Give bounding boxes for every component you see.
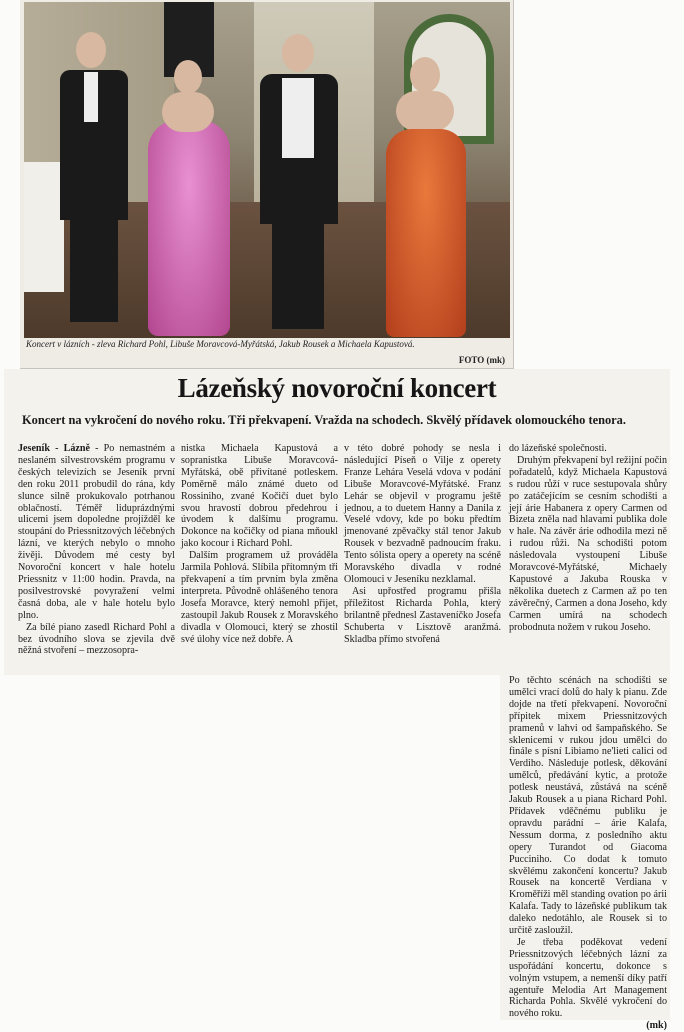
article — [4, 369, 670, 675]
performer-richard-pohl — [54, 32, 134, 322]
article-headline: Lázeňský novoroční koncert — [177, 373, 497, 403]
photo-credit: FOTO (mk) — [458, 355, 505, 365]
article-paragraph: v této dobré pohody se nesla i následující Píseň o Vilje z operety Franze Lehára Veselá vdova v podání Libuše Moravcové-Myřátské. Franz Lehár se objevil v programu ještě jednou, a to duetem Hanny a Danila z Veselé vdovy, kde po boku předtím jmenované zpěvačky stál tenor Jakub Rousek v bezvadně padnoucím fraku. Tento sólista opery a operety na scéně Moravského divadla v rodné Olomouci v Jeseníku nezklamal. — [344, 443, 501, 585]
photo-clipping — [20, 0, 514, 369]
article-column-2 — [181, 443, 338, 645]
performer-jakub-rousek — [256, 34, 342, 329]
article-column-1 — [18, 443, 175, 657]
performer-libuse-moravcova — [134, 60, 244, 336]
article-lead: Koncert na vykročení do nového roku. Tři překvapení. Vražda na schodech. Skvělý přídavek olomouckého tenora. — [22, 413, 626, 427]
article-paragraph: do lázeňské společnosti. — [509, 443, 607, 454]
article-paragraph: Za bílé piano zasedl Richard Pohl a bez úvodního slova se zjevila dvě něžná stvoření – mezzosopra- — [18, 621, 175, 657]
article-paragraph: Asi upřostřed programu přišla příležitost Richarda Pohla, který brilantně přednesl Zastaveníčko Josefa Schuberta v Lisztově aranžmá. Skladba přímo stvořená — [344, 585, 501, 645]
article-paragraph: Je třeba poděkovat vedení Priessnitzových léčebných lázní za uspořádání koncertu, dokonce s volným vstupem, a nemenší díky patří agentuře Melodia Art Management Richarda Pohla. Skvělé vykročení do nového roku. — [509, 936, 667, 1020]
article-tail-strip — [500, 675, 670, 1032]
article-paragraph: nistka Michaela Kapustová a sopranistka Libuše Moravcová-Myřátská, obě přivítané potleskem. Poměrně málo známé dueto od Rossiniho, zvané Kočičí duet bylo svou hravostí dobrou předehrou i úvodem k dalšímu programu. Dokonce na kočičky od piana mňoukl jako kocour i Richard Pohl. — [181, 443, 338, 550]
article-column-5 — [509, 675, 667, 1032]
concert-photo — [24, 2, 510, 338]
dateline: Jeseník - Lázně — [18, 443, 90, 454]
article-column-3 — [344, 443, 501, 645]
article-paragraph: Po těchto scénách na schodišti se umělci vrací dolů do haly k pianu. Zde dojde na třetí překvapení. Novoroční přípitek mixem Priessnitzových pramenů v lahvi od šampaňského. Se sklenicemi v rukou jdou umělci do finále s písní Libiamo ne'lieti calici od Verdiho. Následuje potlesk, děkování umělců, předávání kytic, a protože potlesk neustává, zůstává na scéně Jakub Rousek a u piana Richard Pohl. Přídavek vděčnému publiku je opravdu parádní – árie Kalafa, Nessum dorma, z posledního aktu opery Turandot od Giacoma Pucciniho. Co dodat k tomuto skvělému zakončení koncertu? Jakub Rousek na koncertě Verdiana v Kroměříži měl standing ovation po árii Kalafa. Tady to lázeňské publikum tak daleko nedotáhlo, ale Rousek si to určitě zasloužil. — [509, 675, 667, 937]
photo-caption-text: Koncert v lázních - zleva Richard Pohl, Libuše Moravcová-Myřátská, Jakub Rousek a Michaela Kapustová. — [26, 339, 415, 349]
article-column-4 — [509, 443, 667, 634]
author-signoff: (mk) — [646, 1020, 667, 1032]
photo-caption — [26, 339, 508, 350]
article-paragraph: Dalším programem už prováděla Jarmila Pohlová. Slíbila přítomným tři překvapení a tím prvním byla změna interpreta. Původně ohlášeného tenora Josefa Moravce, který nemohl přijet, zastoupil Jakub Rousek z Moravského divadla v Olomouci, který se zhostil své úlohy více než dobře. A — [181, 550, 338, 645]
article-paragraph: Druhým překvapení byl režijní počin pořadatelů, když Michaela Kapustová s rudou růží v ruce sestupovala shůry po zatáčejícím se cesním schodišti a její árie Habanera z opery Carmen od Bizeta zněla nad hlavami publika dole v hale. Na závěr árie odhodila mezi ně i rudou růži. Na schodišti potom následovala vystoupení Libuše Moravcové-Myřátské, Michaely Kapustové a Jakuba Rouska v několika duetech z Carmen až po ten závěrečný, Carmen a dona Joseho, kdy Carmen umírá na schodech probodnuta nožem v rukou Joseho. — [509, 454, 667, 633]
article-paragraph: Jeseník - Lázně - Po nemastném a neslaném silvestrovském programu v českých televizích se Jeseník první den roku 2011 probudil do rána, kdy slunce silně prokukovalo potrhanou oblačností. Téměř liduprázdnými ulicemi jsem dopoledne projížděl ke stoupání do Priessnitzových léčebných lázní, ve kterých nebylo o mnoho živěji. Důvodem mé cesty byl Novoroční koncert v hale hotelu Priessnitz v 11:00 hodin. Pravda, na posilvestrovské povyražení velmi časná doba, ale v hale hotelu bylo plno. — [18, 443, 175, 621]
performer-michaela-kapustova — [376, 57, 476, 337]
